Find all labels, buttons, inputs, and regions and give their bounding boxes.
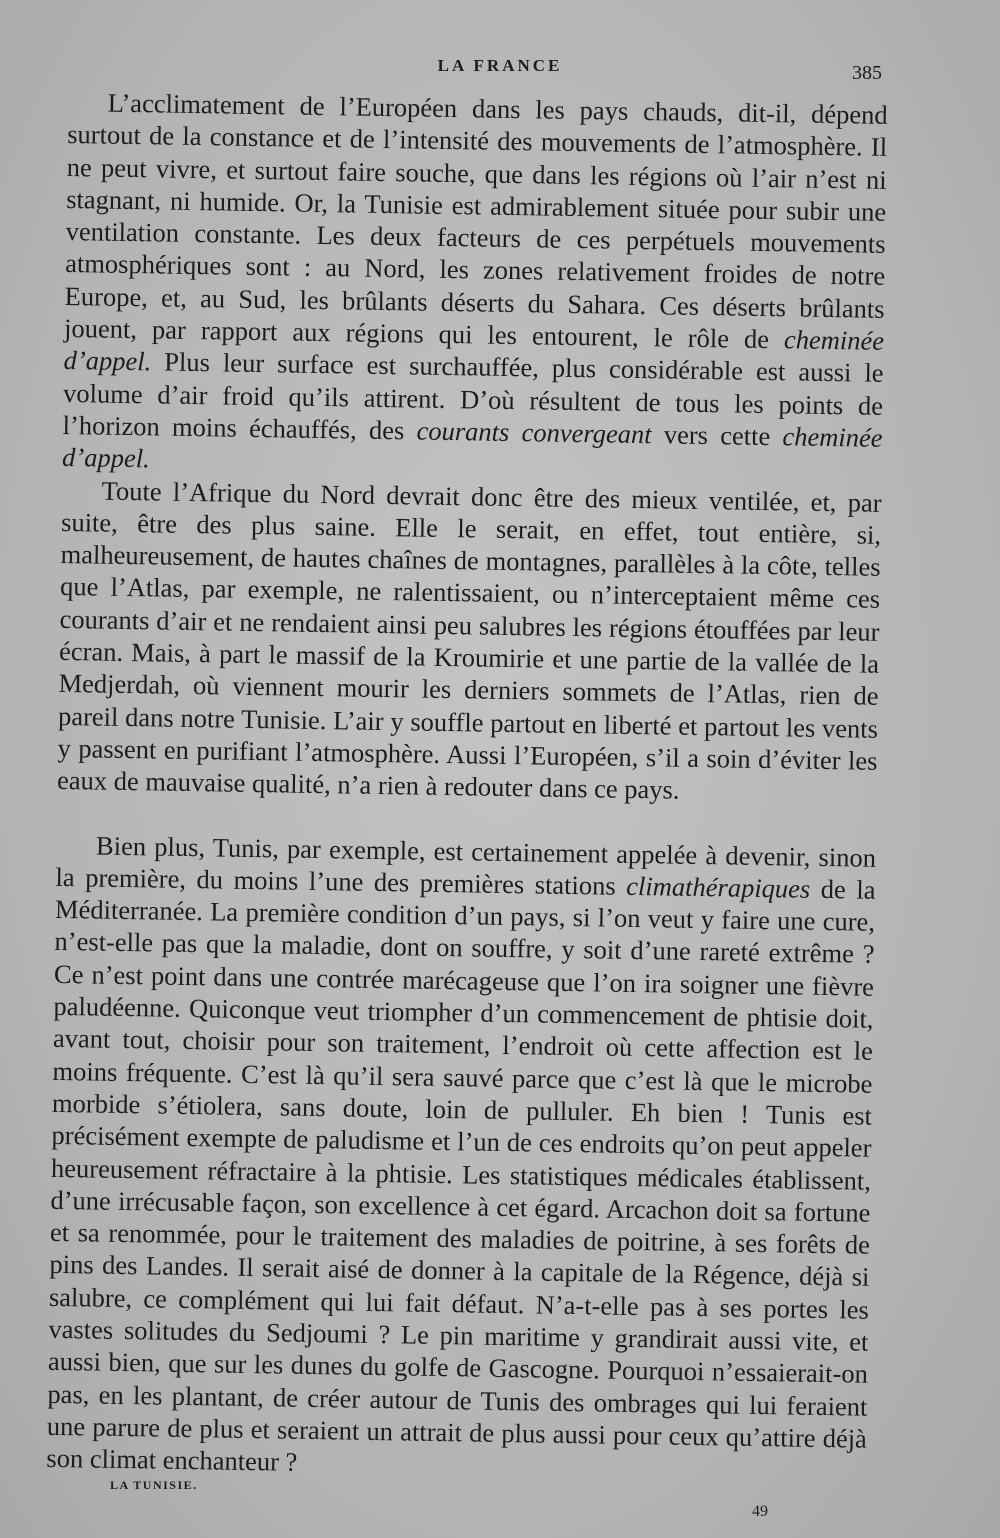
text-run: de la Méditerranée. La première condition d’un pays, si l’on veut y faire une cure, n’est-elle pas que la maladie, dont on souffre, y soit d’une rareté extrême ? Ce n’est point dans une contrée marécageuse que l’on ira soigner une fièvre paludéenne. Quiconque veut triompher d’un commencement de phtisie doit, avant tout, choisir pour son traitement, l’endroit où cette affection est le moins fréquente. C’est là qu’il sera sauvé parce que c’est là que le microbe morbide s’étiolera, sans doute, loin de pulluler. Eh bien ! Tunis est précisément exempte de paludisme et l’un de ces endroits qu’on peut appeler heureusement réfractaire à la phtisie. Les statistiques médicales établissent, d’une irrécusable façon, son excellence à cet égard. Arcachon doit sa fortune et sa renommée, pour le traitement des maladies de poitrine, à ses forêts de pins des Landes. Il serait aisé de donner à la capitale de la Régence, déjà si salubre, ce complément qui lui fait défaut. N’a-t-elle pas à ses portes les vastes solitudes du Sedjoumi ? Le pin maritime y grandirait aussi vite, et aussi bien, que sur les dunes du golfe de Gascogne. Pourquoi n’essaierait-on pas, en les plantant, de créer autour de Tunis des ombrages qui lui feraient une parure de plus et seraient un attrait de plus aussi pour ceux qu’attire déjà son climat enchanteur ? — [46, 873, 876, 1477]
italic-run: climathérapiques — [626, 870, 811, 904]
text-run: Toute l’Afrique du Nord devrait donc être des mieux ventilée, et, par suite, être des plus saine. Elle le serait, en effet, tout entière, si, malheureusement, de hautes chaînes de montagnes, parallèles à la côte, telles que l’Atlas, par exemple, ne ralentissaient, ou n’interceptaient même ces courants d’air et ne rendaient ainsi peu salubres les régions étouffées par leur écran. Mais, à part le massif de la Kroumirie et une partie de la vallée de la Medjerdah, où viennent mourir les derniers sommets de l’Atlas, rien de pareil dans notre Tunisie. L’air y souffle partout en liberté et partout les vents y passent en purifiant l’atmosphère. Aussi l’Européen, s’il a soin d’éviter les eaux de mauvaise qualité, n’a rien à redouter dans ce pays. — [56, 475, 882, 805]
text-run: Bien plus, Tunis, par exemple, est certainement appelée à devenir, sinon la première, du moins l’une des premières stations — [55, 830, 877, 901]
paragraph — [62, 86, 888, 486]
text-run: L’acclimatement de l’Européen dans les pays chauds, dit-il, dépend surtout de la constance et de l’intensité des mouvements de l’atmosphère. Il ne peut vivre, et surtout faire souche, que dans les régions où l’air n’est ni stagnant, ni humide. Or, la Tunisie est admirablement située pour subir une ventilation constante. Les deux facteurs de ces perpétuels mouvements atmosphériques sont : au Nord, les zones relativement froides de notre Europe, et, au Sud, les brûlants déserts du Sahara. Ces déserts brûlants jouent, par rapport aux régions qui les entourent, le rôle de — [63, 87, 888, 355]
paragraph — [57, 474, 882, 810]
body-text — [46, 86, 888, 1487]
italic-run: courants convergeant — [416, 415, 652, 450]
paragraph — [46, 828, 876, 1487]
text-run: vers cette — [651, 419, 783, 452]
italic-run: cheminée d’appel. — [63, 324, 885, 377]
signature-mark: LA TUNISIE. — [110, 1478, 198, 1492]
page-number: 385 — [852, 62, 882, 84]
running-title: LA FRANCE — [437, 56, 563, 75]
signature-number: 49 — [752, 1503, 768, 1520]
text-run: Plus leur surface est surchauffée, plus considérable est aussi le volume d’air froid qu’ils attirent. D’où résultent de tous les points de l’horizon moins échauffés, des — [62, 346, 884, 446]
italic-run: cheminée d’appel. — [61, 421, 883, 474]
